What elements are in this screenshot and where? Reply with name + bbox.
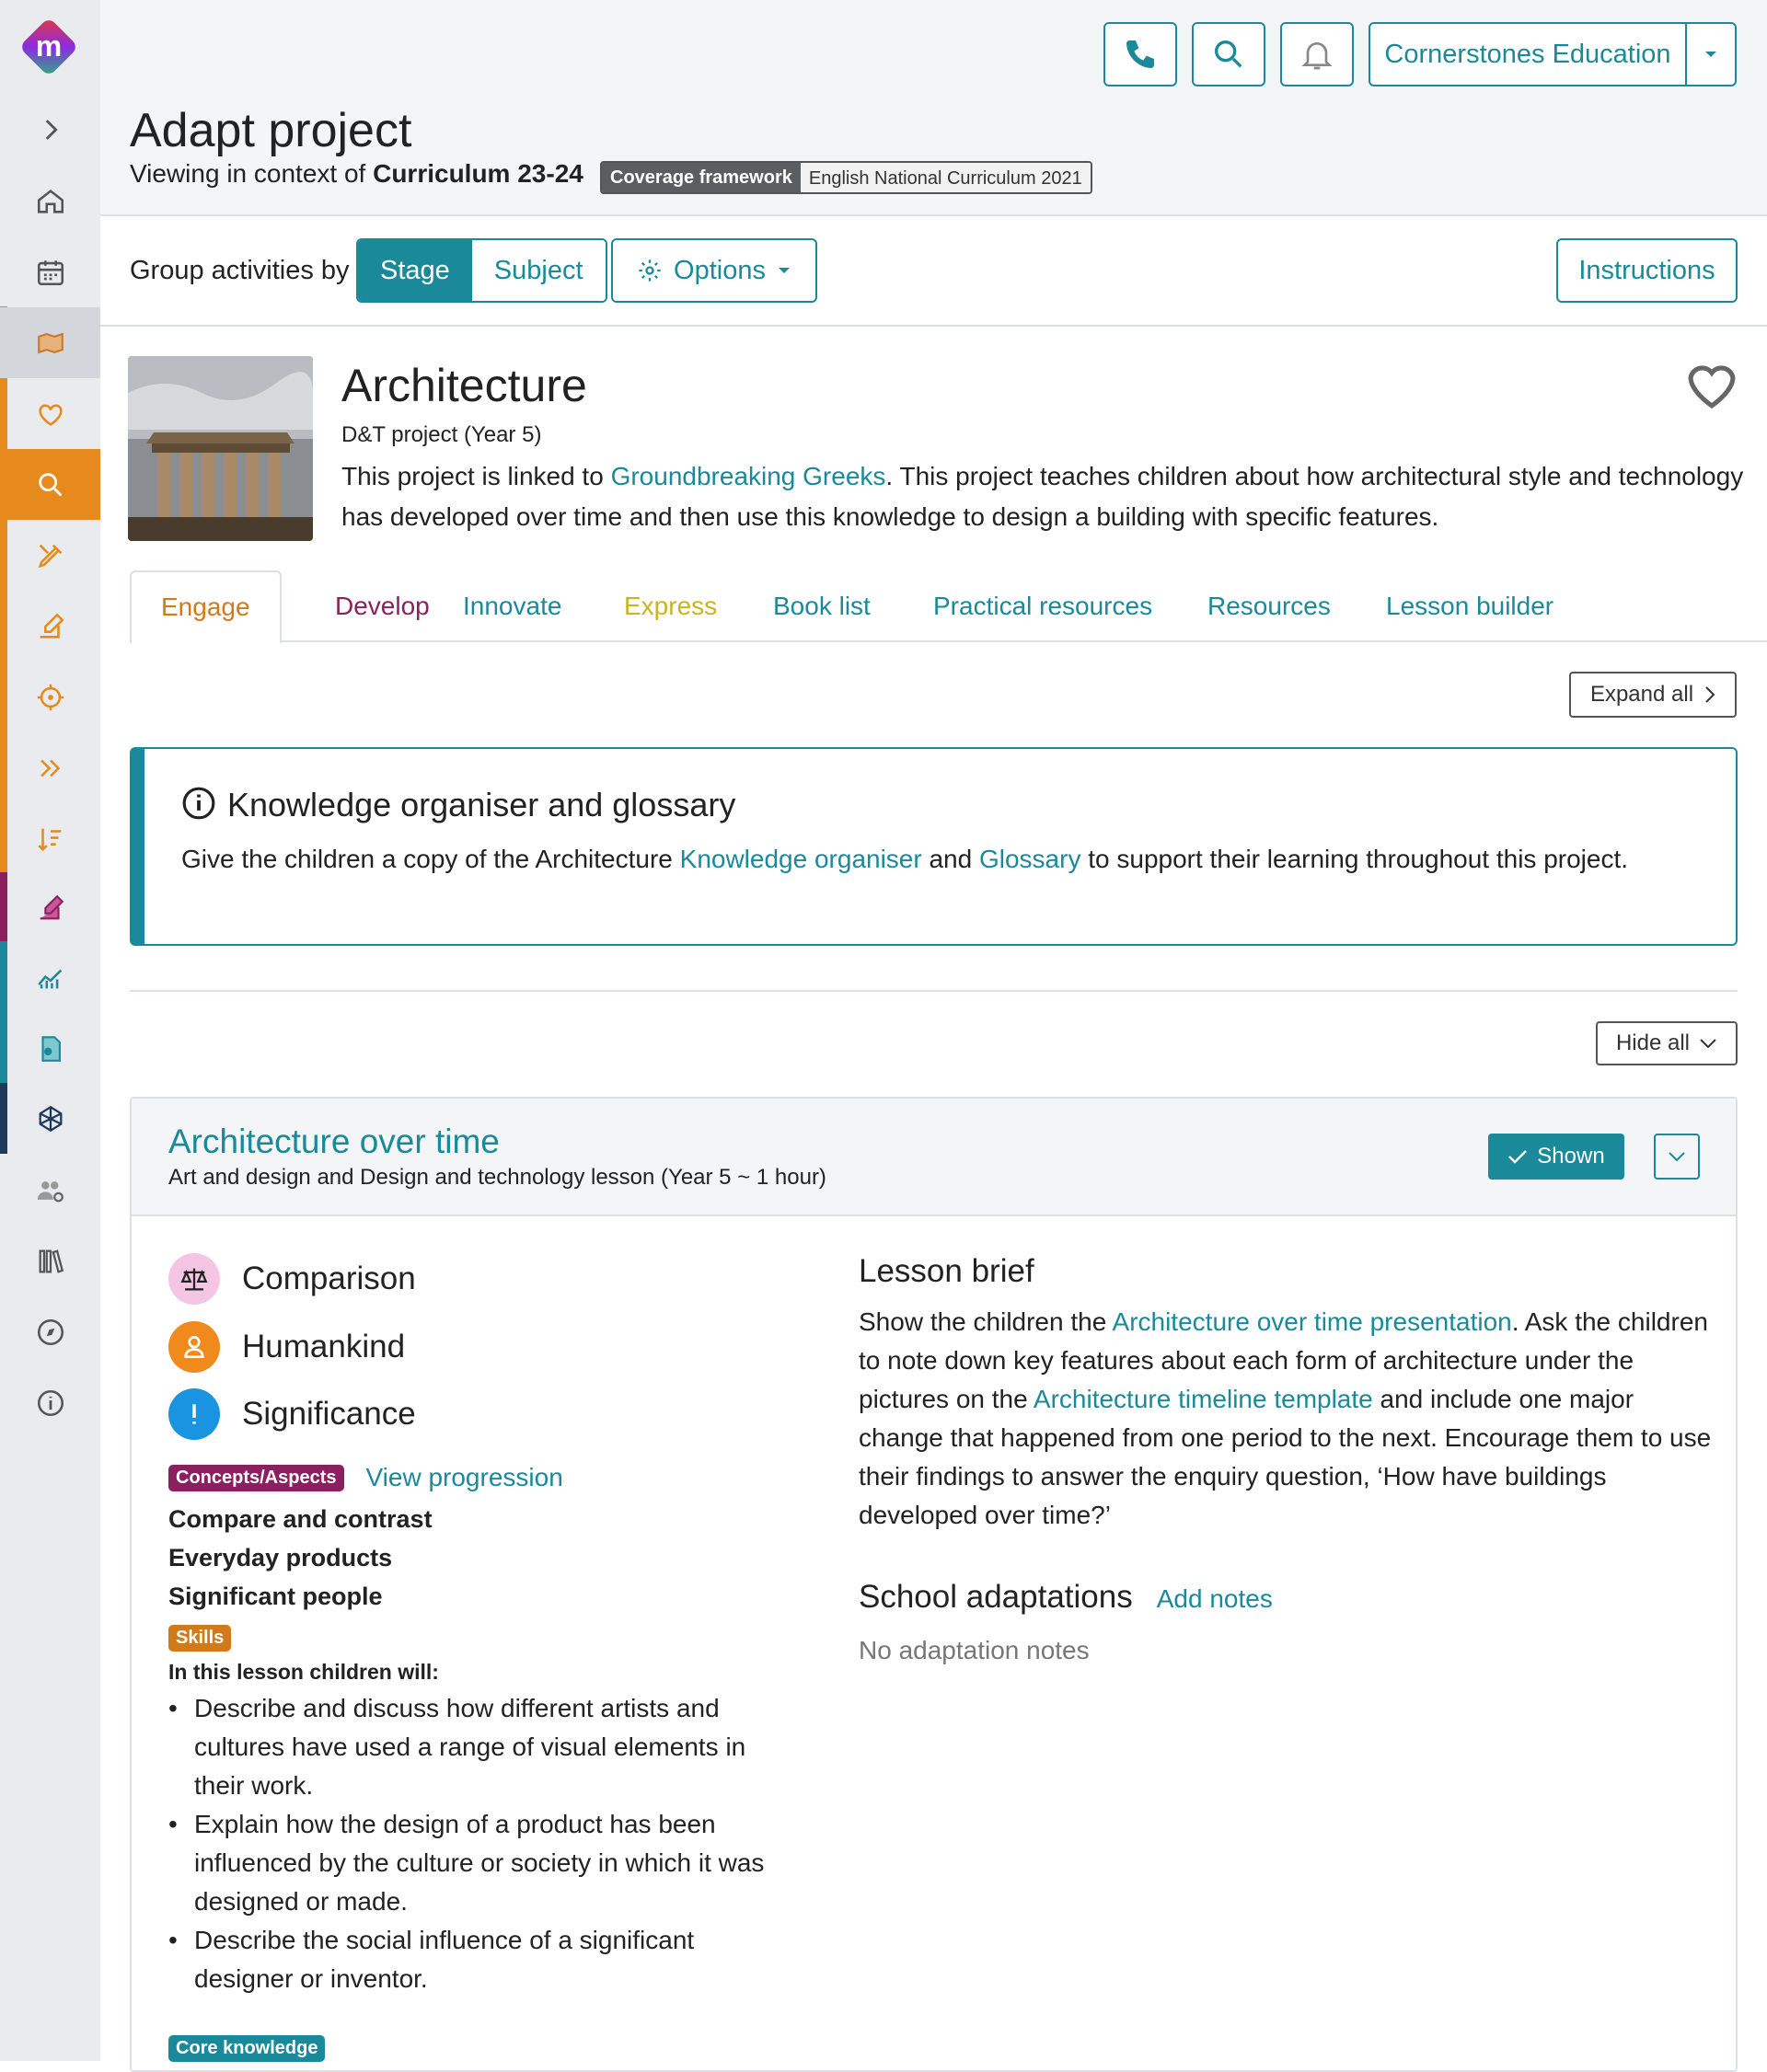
person-icon [168, 1321, 220, 1373]
tab-label: Practical resources [933, 592, 1153, 620]
shown-label: Shown [1537, 1144, 1605, 1168]
search-nav-icon[interactable] [0, 449, 100, 520]
notifications-button[interactable] [1280, 22, 1354, 86]
knowledge-organiser-link[interactable]: Knowledge organiser [679, 845, 922, 873]
project-subtitle: D&T project (Year 5) [341, 422, 542, 447]
app-logo[interactable] [17, 15, 81, 79]
svg-text:m: m [35, 29, 63, 63]
brief-post: and include one major change that happened from one period to the next. Encourage them to use their findings to answer the enquiry question, ‘How have buildings developed over time?’ [859, 1385, 1712, 1529]
skills-list [168, 1689, 776, 1998]
project-title: Architecture [341, 360, 587, 411]
info-icon [181, 786, 216, 821]
skill-item: • Explain how the design of a product has been influenced by the culture or society in which it was designed or made. [168, 1805, 776, 1921]
concepts-row [168, 1463, 563, 1492]
hide-all-label: Hide all [1615, 1030, 1691, 1055]
tab-label: Develop [335, 592, 430, 620]
concept-label: Significance [242, 1396, 416, 1432]
double-chevron-icon[interactable] [0, 732, 100, 803]
concept-comparison [168, 1253, 416, 1305]
knowledge-organiser-panel [130, 747, 1738, 946]
lesson-brief-title: Lesson brief [859, 1253, 1034, 1289]
core-row [168, 2035, 325, 2062]
knowledge-text [181, 845, 1727, 874]
options-button[interactable] [611, 238, 817, 303]
lesson-brief [859, 1253, 1724, 1535]
project-thumbnail [128, 356, 313, 541]
no-adaptation-notes: No adaptation notes [859, 1636, 1090, 1664]
concept-label: Comparison [242, 1260, 416, 1296]
instructions-button[interactable]: Instructions [1556, 238, 1738, 303]
page-header [100, 0, 1767, 216]
chart-icon[interactable] [0, 942, 100, 1013]
edit-icon[interactable] [0, 591, 100, 662]
group-by-toggle [356, 238, 607, 303]
presentation-link[interactable]: Architecture over time presentation [1112, 1307, 1512, 1336]
tab-lesson-builder[interactable] [1386, 570, 1553, 642]
context-line [130, 159, 583, 189]
library-icon[interactable] [0, 1226, 100, 1296]
context-value: Curriculum 23-24 [373, 159, 583, 188]
search-icon [1210, 36, 1247, 73]
group-by-label: Group activities by [130, 256, 350, 285]
tab-label: Engage [161, 593, 250, 621]
chevron-down-icon [1699, 1038, 1717, 1049]
exclamation-icon [168, 1388, 220, 1440]
favourite-heart-icon[interactable] [1683, 359, 1740, 410]
lesson-card-header [132, 1099, 1736, 1216]
sort-icon[interactable] [0, 803, 100, 874]
knowledge-pre: Give the children a copy of the Architecture [181, 845, 673, 873]
group-stage-button[interactable]: Stage [358, 240, 472, 301]
phone-button[interactable] [1103, 22, 1177, 86]
tab-innovate[interactable] [463, 570, 561, 642]
glossary-link[interactable]: Glossary [978, 845, 1081, 873]
shown-toggle-button[interactable] [1488, 1134, 1624, 1180]
add-notes-link[interactable]: Add notes [1156, 1584, 1273, 1613]
tab-label: Lesson builder [1386, 592, 1554, 620]
expand-sidebar-icon[interactable] [0, 94, 100, 165]
desc-post: . This project teaches children about how architectural style and technology has developed over time and then use this knowledge to design a building with specific features. [341, 462, 1744, 531]
concept-label: Humankind [242, 1329, 406, 1364]
tab-resources[interactable] [1207, 570, 1331, 642]
school-adaptations-row [859, 1579, 1724, 1616]
tab-label: Innovate [463, 592, 562, 620]
info-nav-icon[interactable] [0, 1367, 100, 1438]
hide-all-button[interactable] [1596, 1021, 1738, 1065]
knowledge-title: Knowledge organiser and glossary [227, 786, 736, 823]
network-icon[interactable] [0, 1083, 100, 1154]
gear-icon [637, 258, 663, 283]
check-icon [1507, 1148, 1528, 1165]
aspect-item: Everyday products [168, 1544, 393, 1571]
lesson-title[interactable]: Architecture over time [168, 1122, 500, 1160]
certificate-icon[interactable] [0, 1013, 100, 1084]
tab-develop[interactable] [335, 570, 430, 642]
concept-significance [168, 1388, 416, 1440]
knowledge-post: to support their learning throughout this project. [1088, 845, 1629, 873]
framework-badge [600, 161, 1092, 194]
knowledge-mid: and [929, 845, 973, 873]
concepts-badge: Concepts/Aspects [168, 1465, 344, 1491]
context-prefix: Viewing in context of [130, 159, 366, 188]
brief-pre: Show the children the [859, 1307, 1107, 1336]
skills-intro: In this lesson children will: [168, 1660, 439, 1684]
framework-key: Coverage framework [602, 163, 801, 192]
skills-row [168, 1625, 231, 1652]
skill-item: • Describe the social influence of a significant designer or inventor. [168, 1921, 776, 1998]
school-selector[interactable] [1369, 22, 1737, 86]
scale-icon [168, 1253, 220, 1305]
view-progression-link[interactable]: View progression [365, 1463, 563, 1491]
tab-express[interactable] [624, 570, 717, 642]
search-button[interactable] [1192, 22, 1265, 86]
assessment-edit-icon[interactable] [0, 872, 100, 943]
sidebar [0, 0, 100, 2061]
skills-badge: Skills [168, 1625, 231, 1652]
tab-label: Book list [773, 592, 871, 620]
expand-all-button[interactable] [1569, 672, 1737, 718]
phone-icon [1122, 36, 1159, 73]
school-adaptations-title: School adaptations [859, 1579, 1133, 1615]
tab-practical-resources[interactable] [933, 570, 1152, 642]
chevron-down-icon [1668, 1151, 1686, 1162]
skill-item: • Describe and discuss how different artists and cultures have used a range of visual elements in their work. [168, 1689, 776, 1805]
school-name[interactable]: Cornerstones Education [1370, 24, 1687, 85]
lesson-collapse-button[interactable] [1654, 1134, 1700, 1180]
tab-book-list[interactable] [773, 570, 871, 642]
tab-label: Express [624, 592, 718, 620]
lesson-brief-text [859, 1303, 1724, 1535]
core-knowledge-badge: Core knowledge [168, 2035, 325, 2062]
compass-icon[interactable] [0, 1296, 100, 1367]
desc-pre: This project is linked to [341, 462, 604, 490]
tab-engage[interactable] [130, 570, 282, 644]
calendar-icon[interactable] [0, 236, 100, 307]
caret-down-icon[interactable] [1687, 24, 1735, 85]
design-tools-icon[interactable] [0, 520, 100, 591]
heart-icon[interactable] [0, 378, 100, 449]
timeline-template-link[interactable]: Architecture timeline template [1033, 1385, 1373, 1413]
chevron-right-icon [1704, 685, 1715, 704]
page-title: Adapt project [130, 104, 412, 157]
target-icon[interactable] [0, 662, 100, 732]
divider [130, 990, 1738, 992]
aspect-item: Significant people [168, 1583, 383, 1610]
home-icon[interactable] [0, 166, 100, 236]
users-settings-icon[interactable] [0, 1155, 100, 1226]
brief-mid: . Ask the children to note down key features about each form of architecture under the pictures on the [859, 1307, 1708, 1413]
lesson-subtitle: Art and design and Design and technology lesson (Year 5 ~ 1 hour) [168, 1165, 826, 1190]
tab-bar [130, 570, 1767, 642]
bell-icon [1299, 36, 1335, 73]
toolbar [100, 218, 1767, 327]
map-icon[interactable] [0, 307, 100, 378]
main-content [100, 0, 1767, 2061]
project-description [341, 456, 1759, 537]
concept-humankind [168, 1321, 405, 1373]
tab-label: Resources [1207, 592, 1331, 620]
framework-value: English National Curriculum 2021 [801, 163, 1091, 192]
aspect-item: Compare and contrast [168, 1505, 433, 1533]
linked-project-link[interactable]: Groundbreaking Greeks [610, 462, 886, 490]
options-label: Options [674, 255, 766, 285]
lesson-card [130, 1097, 1738, 2072]
expand-all-label: Expand all [1589, 682, 1694, 707]
group-subject-button[interactable]: Subject [472, 240, 606, 301]
caret-down-icon [777, 266, 791, 275]
